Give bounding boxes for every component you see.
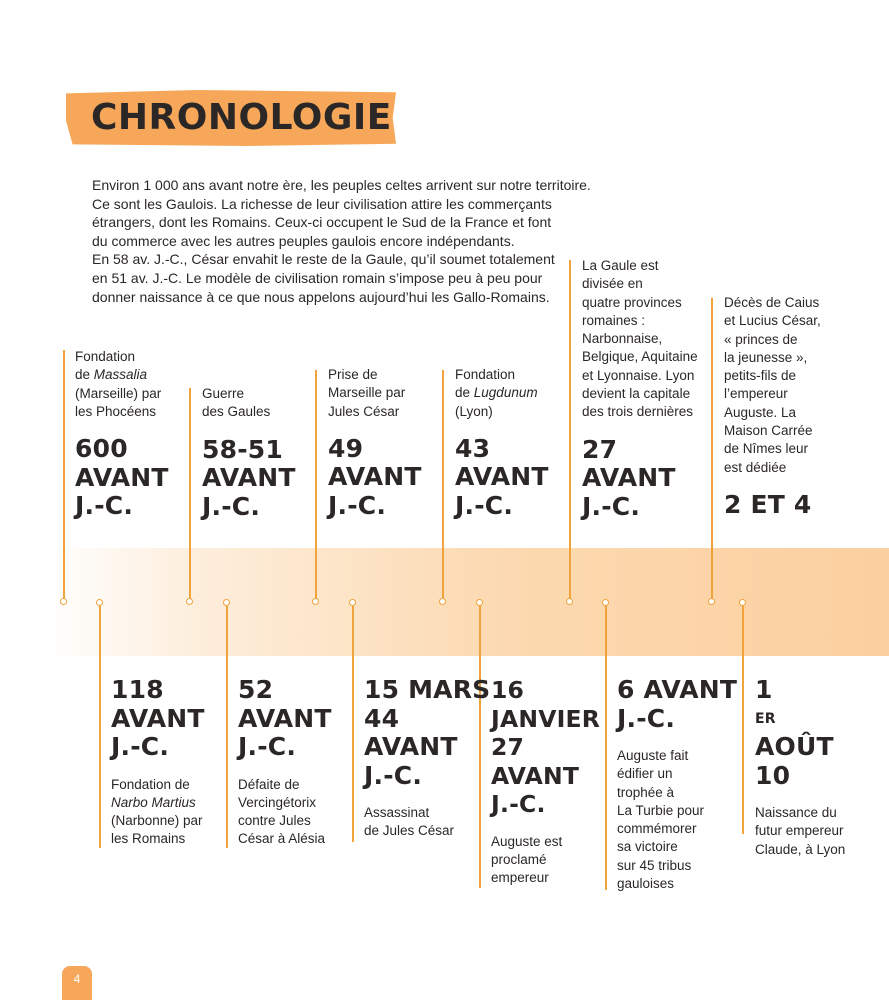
intro-line: En 58 av. J.-C., César envahit le reste de la Gaule, qu’il soumet totalement — [92, 251, 555, 268]
timeline-entry-118-bc — [111, 676, 221, 849]
entry-description: Fondation de Narbo Martius (Narbonne) par les Romains — [111, 776, 203, 847]
entry-date: 118 AVANT J.-C. — [111, 675, 205, 761]
intro-line: en 51 av. J.-C. Le modèle de civilisation romain s’impose peu à peu pour — [92, 269, 543, 286]
entry-description: Assassinat de Jules César — [364, 805, 455, 839]
entry-date: 52 AVANT J.-C. — [238, 675, 332, 761]
timeline-line — [569, 260, 571, 600]
entry-description: Auguste est proclamé empereur — [491, 833, 563, 886]
timeline-dot — [60, 598, 67, 605]
entry-description: Prise de Marseille par Jules César — [328, 367, 406, 419]
intro-line: Ce sont les Gaulois. La richesse de leur civilisation attire les commerçants — [92, 195, 552, 212]
timeline-dot — [96, 599, 103, 606]
entry-date: 15 MARS 44 AVANT J.-C. — [364, 675, 491, 790]
timeline-dot — [439, 598, 446, 605]
entry-description: Décès de Caius et Lucius César, « princes de la jeunesse », petits-fils de l’empereur Auguste. La Maison Carrée de Nîmes leur est dédiée — [724, 295, 821, 475]
intro-line: étrangers, dont les Romains. Ceux-ci occupent le Sud de la France et font — [92, 214, 552, 231]
entry-date: 16 JANVIER 27 AVANT J.-C. — [491, 676, 601, 818]
timeline-entry-2-and-4 — [724, 294, 849, 519]
timeline-entry-43-bc — [455, 366, 565, 520]
timeline-dot — [708, 598, 715, 605]
timeline-line — [352, 606, 354, 842]
page-number: 4 — [73, 972, 81, 986]
timeline-line — [742, 606, 744, 834]
page-title: CHRONOLOGIE — [91, 97, 392, 138]
entry-description: Auguste fait édifier un trophée à La Turbie pour commémorer sa victoire sur 45 tribus gauloises — [617, 748, 705, 892]
entry-description: Fondation de Massalia (Marseille) par les Phocéens — [75, 349, 162, 419]
timeline-entry-49-bc — [328, 366, 438, 520]
entry-date: 600 AVANT J.-C. — [75, 434, 169, 521]
timeline-dot — [739, 599, 746, 606]
intro-line: du commerce avec les autres peuples gaulois encore indépendants. — [92, 232, 515, 249]
timeline-entry-600-bc — [75, 348, 185, 521]
intro-line: donner naissance à ce que nous appelons aujourd’hui les Gallo-Romains. — [92, 288, 550, 305]
timeline-dot — [566, 598, 573, 605]
timeline-entry-52-bc — [238, 676, 348, 849]
timeline-entry-16-january-27-bc — [491, 676, 606, 887]
timeline-entry-6-bc — [617, 676, 742, 893]
timeline-entry-58-51-bc — [202, 385, 312, 521]
timeline-dot — [476, 599, 483, 606]
timeline-line — [226, 606, 228, 848]
entry-date: 49 AVANT J.-C. — [328, 433, 422, 520]
entry-date: 43 AVANT J.-C. — [455, 433, 549, 520]
entry-date: 27 AVANT J.-C. — [582, 434, 676, 521]
timeline-dot — [312, 598, 319, 605]
entry-date: 2 ET 4 — [724, 489, 812, 519]
entry-date: 58-51 AVANT J.-C. — [202, 434, 296, 521]
timeline-line — [442, 370, 444, 600]
entry-description: La Gaule est divisée en quatre provinces romaines : Narbonnaise, Belgique, Aquitaine et Lyonnaise. Lyon devient la capitale des trois dernières — [582, 258, 698, 420]
timeline-line — [711, 298, 713, 600]
entry-description: Défaite de Vercingétorix contre Jules César à Alésia — [238, 776, 326, 847]
timeline-dot — [223, 599, 230, 606]
entry-description: Naissance du futur empereur Claude, à Lyon — [755, 805, 846, 857]
intro-paragraph — [92, 176, 592, 306]
timeline-line — [63, 350, 65, 600]
intro-line: Environ 1 000 ans avant notre ère, les peuples celtes arrivent sur notre territoire. — [92, 177, 591, 193]
timeline-line — [99, 606, 101, 848]
timeline-entry-27-bc — [582, 257, 707, 521]
timeline-dot — [602, 599, 609, 606]
timeline-dot — [349, 599, 356, 606]
timeline-line — [189, 388, 191, 600]
timeline-entry-1-august-10 — [755, 676, 880, 859]
entry-date: 1 ER AOÛT 10 — [755, 675, 834, 790]
entry-description: Guerre des Gaules — [202, 386, 271, 420]
entry-description: Fondation de Lugdunum (Lyon) — [455, 367, 538, 419]
timeline-dot — [186, 598, 193, 605]
timeline-entry-15-march-44-bc — [364, 675, 491, 841]
entry-date: 6 AVANT J.-C. — [617, 675, 738, 733]
timeline-line — [315, 370, 317, 600]
timeline-band — [46, 548, 889, 656]
